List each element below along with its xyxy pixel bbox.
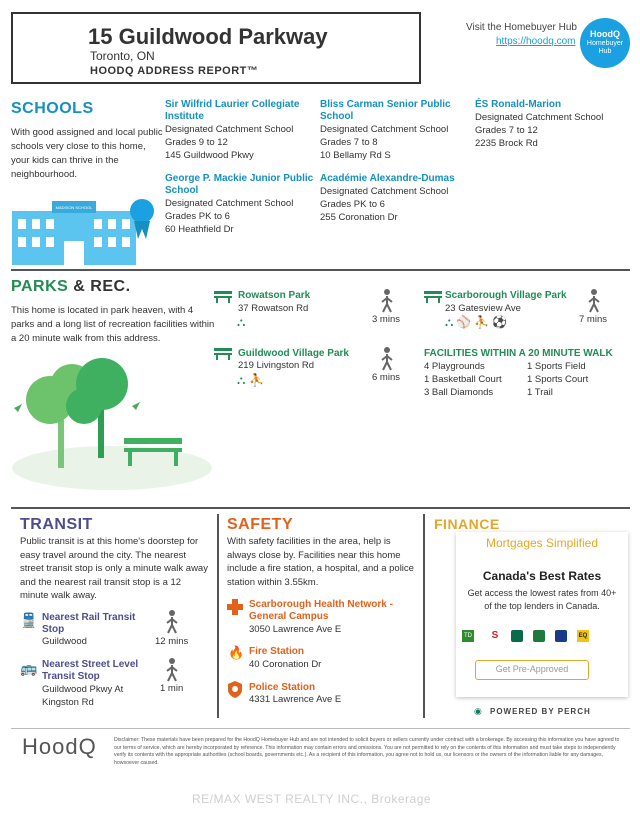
walk-time: 6 mins xyxy=(372,372,400,383)
park-name[interactable]: Rowatson Park xyxy=(238,290,311,301)
lender-logo xyxy=(533,630,545,642)
school-address: 2235 Brock Rd xyxy=(475,138,538,149)
city-label: Toronto, ON xyxy=(90,49,155,63)
park-bench-icon xyxy=(424,291,442,303)
school-grades: Grades PK to 6 xyxy=(165,211,230,222)
park-illustration-icon xyxy=(12,350,217,490)
lender-logo xyxy=(555,630,567,642)
lender-logo xyxy=(511,630,523,642)
school-address: 255 Coronation Dr xyxy=(320,212,398,223)
walking-person-icon xyxy=(380,289,394,313)
scotiabank-logo: S xyxy=(491,630,499,641)
divider xyxy=(11,269,630,271)
walking-person-icon xyxy=(587,289,601,313)
hoodq-logo: HoodQ xyxy=(22,734,97,759)
rail-walk-time: 12 mins xyxy=(155,636,189,647)
street-stop[interactable]: Guildwood Pkwy At Kingston Rd xyxy=(42,684,124,708)
train-icon: 🚆 xyxy=(20,612,38,628)
park-name[interactable]: Guildwood Village Park xyxy=(238,348,349,359)
school-type: Designated Catchment School xyxy=(320,186,449,197)
column-divider xyxy=(217,514,219,718)
facilities-title: FACILITIES WITHIN A 20 MINUTE WALK xyxy=(424,348,613,359)
sports-icons: ⛬⚾⛹⚽ xyxy=(445,315,511,329)
school-type: Designated Catchment School xyxy=(165,198,294,209)
park-address: 37 Rowatson Rd xyxy=(238,303,309,314)
finance-title: FINANCE xyxy=(434,516,500,532)
facility-item: 1 Trail xyxy=(527,387,553,398)
school-address: 145 Guildwood Pkwy xyxy=(165,150,254,161)
school-grades: Grades 9 to 12 xyxy=(165,137,228,148)
school-type: Designated Catchment School xyxy=(475,112,604,123)
transit-intro: Public transit is at this home's doorstep for easy travel around the city. The nearest street transit stop is only a minute walk away and the nearest rail transit stop is a 12 minute walk away. xyxy=(20,536,208,601)
school-card-2[interactable] xyxy=(320,99,470,162)
hub-badge-line2: Homebuyer xyxy=(586,40,624,48)
fire-icon: 🔥 xyxy=(228,645,245,660)
police-address: 4331 Lawrence Ave E xyxy=(249,694,342,705)
powered-by-perch: POWERED BY PERCH xyxy=(490,707,591,716)
finance-tagline: Mortgages Simplified xyxy=(485,536,599,550)
school-name: Académie Alexandre-Dumas xyxy=(320,173,455,184)
school-grades: Grades 7 to 8 xyxy=(320,137,378,148)
perch-pin-icon: ◉ xyxy=(474,706,482,716)
fire-address: 40 Coronation Dr xyxy=(249,659,322,670)
school-name: Sir Wilfrid Laurier Collegiate Institute xyxy=(165,99,300,122)
hospital-cross-icon xyxy=(227,599,243,615)
td-logo: TD xyxy=(462,630,474,642)
safety-title: SAFETY xyxy=(227,516,294,533)
finance-heading: Canada's Best Rates xyxy=(482,569,602,583)
divider xyxy=(11,728,630,729)
school-building-icon xyxy=(12,195,162,265)
brokerage-watermark: RE/MAX WEST REALTY INC., Brokerage xyxy=(192,792,432,806)
school-address: 10 Bellamy Rd S xyxy=(320,150,391,161)
school-card-1[interactable] xyxy=(165,99,315,162)
report-label: HOODQ ADDRESS REPORT™ xyxy=(90,65,259,77)
hub-badge-line3: Hub xyxy=(598,48,612,56)
finance-body: Get access the lowest rates from 40+ of the top lenders in Canada. xyxy=(467,588,617,611)
facility-item: 3 Ball Diamonds xyxy=(424,387,494,398)
school-type: Designated Catchment School xyxy=(320,124,449,135)
school-name: George P. Mackie Junior Public School xyxy=(165,173,314,196)
facility-item: 4 Playgrounds xyxy=(424,361,485,372)
school-name: ÉS Ronald-Marion xyxy=(475,99,562,110)
playground-trail-icons: ⛬⛹ xyxy=(237,373,269,387)
walk-time: 3 mins xyxy=(372,314,400,325)
school-sign-text: MADISON SCHOOL xyxy=(55,205,93,210)
school-grades: Grades 7 to 12 xyxy=(475,125,538,136)
hospital-name[interactable]: Scarborough Health Network - General Campus xyxy=(249,599,393,622)
school-card-4[interactable] xyxy=(165,173,315,236)
school-name: Bliss Carman Senior Public School xyxy=(320,99,451,122)
school-address: 60 Heathfield Dr xyxy=(165,224,234,235)
parks-title xyxy=(11,278,131,296)
fire-name[interactable]: Fire Station xyxy=(249,646,305,657)
park-address: 219 Livingston Rd xyxy=(238,360,315,371)
safety-intro: With safety facilities in the area, help is always close by. Facilities near this home include a fire station, a hospital, and a police station within 3.55km. xyxy=(227,536,414,588)
facility-item: 1 Sports Field xyxy=(527,361,586,372)
police-name[interactable]: Police Station xyxy=(249,682,316,693)
eq-bank-logo: EQ xyxy=(577,630,589,642)
street-walk-time: 1 min xyxy=(160,683,184,694)
schools-intro: With good assigned and local public schools very close to this home, your kids can thrive in the neighbourhood. xyxy=(11,127,163,180)
walking-person-icon xyxy=(165,610,179,634)
hospital-address: 3050 Lawrence Ave E xyxy=(249,624,342,635)
park-bench-icon xyxy=(214,348,232,360)
school-card-3[interactable] xyxy=(475,99,630,150)
walking-person-icon xyxy=(165,658,179,682)
disclaimer: Disclaimer: These materials have been prepared for the HoodQ Homebuyer Hub and are not intended to solicit buyers or sellers currently under contract with a brokerage. By accessing this information you have agreed to our terms of service, which are hereby incorporated by reference. This information may contain errors and omissions. You are not permitted to rely on the contents of this information and must take steps to independently verify its contents with the appropriate authorities (school boards, governments etc.). As a recipient of this information, you agree not to hold us, our licensors or the owners of the information liable for any damages, howsoever caused. xyxy=(114,737,620,766)
divider xyxy=(11,507,630,509)
park-address: 23 Gatesview Ave xyxy=(445,303,521,314)
police-badge-icon xyxy=(228,681,242,698)
hub-badge-brand: HoodQ xyxy=(590,29,620,39)
address-title: 15 Guildwood Parkway xyxy=(88,24,328,49)
parks-intro: This home is located in park heaven, with 4 parks and a long list of recreation facilities within a 20 minute walk from this address. xyxy=(11,305,215,344)
playground-icon: ⛬ xyxy=(237,315,246,329)
street-title: Nearest Street Level Transit Stop xyxy=(42,659,139,682)
hub-text: Visit the Homebuyer Hub xyxy=(466,22,577,33)
school-card-5[interactable] xyxy=(320,173,470,224)
park-name[interactable]: Scarborough Village Park xyxy=(445,290,567,301)
hub-link[interactable]: https://hoodq.com xyxy=(496,36,576,47)
get-pre-approved-button[interactable]: Get Pre-Approved xyxy=(475,660,589,680)
school-grades: Grades PK to 6 xyxy=(320,199,385,210)
column-divider xyxy=(423,514,425,718)
lender-logos xyxy=(462,630,622,644)
parks-title-a: PARKS xyxy=(11,278,69,295)
park-bench-icon xyxy=(214,291,232,303)
bus-icon: 🚌 xyxy=(20,660,38,676)
rail-stop[interactable]: Guildwood xyxy=(42,636,87,647)
parks-title-b: & REC. xyxy=(73,278,131,295)
rail-title: Nearest Rail Transit Stop xyxy=(42,612,136,635)
school-type: Designated Catchment School xyxy=(165,124,294,135)
walk-time: 7 mins xyxy=(579,314,607,325)
schools-title: SCHOOLS xyxy=(11,100,94,117)
hub-badge[interactable] xyxy=(580,18,630,68)
walking-person-icon xyxy=(380,347,394,371)
facility-item: 1 Sports Court xyxy=(527,374,589,385)
transit-title: TRANSIT xyxy=(20,516,93,533)
facility-item: 1 Basketball Court xyxy=(424,374,502,385)
